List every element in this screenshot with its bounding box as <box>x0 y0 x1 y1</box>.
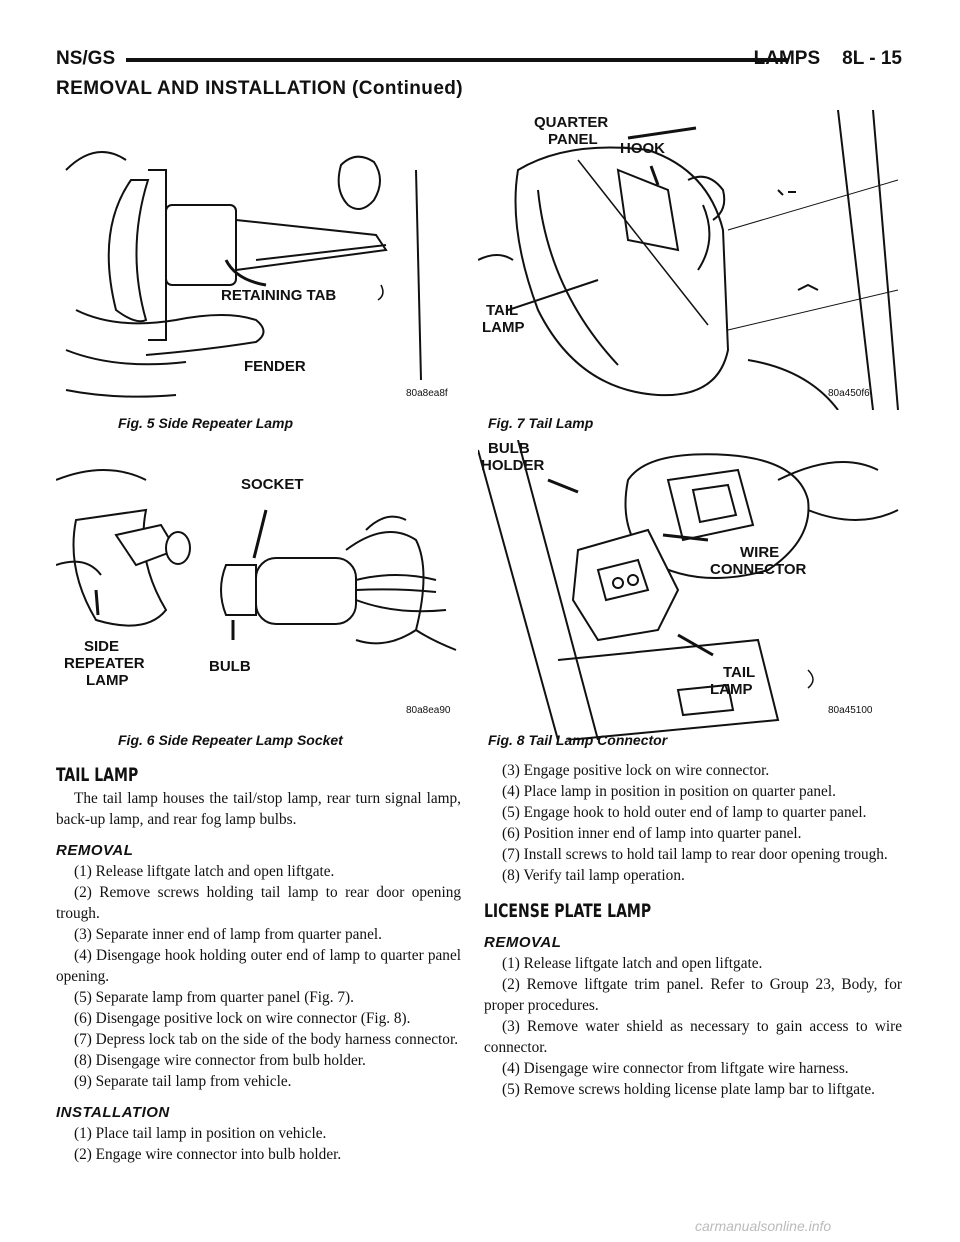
fig7-label-hook: HOOK <box>620 140 665 157</box>
tail-lamp-installation-heading: INSTALLATION <box>56 1104 170 1121</box>
tail-lamp-intro: The tail lamp houses the tail/stop lamp, rear turn signal lamp, back-up lamp, and rear fog lamp bulbs. <box>56 790 461 828</box>
installation-step: (6) Position inner end of lamp into quarter panel. <box>502 825 802 842</box>
fig5-caption: Fig. 5 Side Repeater Lamp <box>118 415 294 431</box>
fig7-label-quarter: QUARTER <box>534 114 609 131</box>
installation-step: (1) Place tail lamp in position on vehicle. <box>74 1125 327 1142</box>
installation-step: (7) Install screws to hold tail lamp to rear door opening trough. <box>502 846 888 863</box>
fig5-label-retaining-tab: RETAINING TAB <box>221 287 337 304</box>
figure-6-side-repeater-lamp-socket <box>56 440 461 748</box>
fig6-caption: Fig. 6 Side Repeater Lamp Socket <box>118 732 343 748</box>
license-removal-step: (4) Disengage wire connector from liftgate wire harness. <box>502 1060 849 1077</box>
fig7-label-panel: PANEL <box>548 131 598 148</box>
installation-step: (2) Engage wire connector into bulb holder. <box>74 1146 342 1163</box>
figure-8-tail-lamp-connector <box>478 440 902 748</box>
license-removal-step: (1) Release liftgate latch and open liftgate. <box>502 955 763 972</box>
fig8-label-tail: TAIL <box>723 664 756 681</box>
installation-step: (3) Engage positive lock on wire connector. <box>502 762 770 779</box>
fig7-illustration <box>478 110 902 410</box>
removal-step: (2) Remove screws holding tail lamp to rear door opening trough. <box>56 884 461 922</box>
removal-step: (1) Release liftgate latch and open liftgate. <box>74 863 335 880</box>
fig7-ref-number: 80a450f6 <box>828 388 870 399</box>
fig6-label-lamp: LAMP <box>86 672 129 689</box>
header-page-number: 8L - 15 <box>842 48 902 69</box>
fig6-ref-number: 80a8ea90 <box>406 705 451 716</box>
fig7-caption: Fig. 7 Tail Lamp <box>488 415 594 431</box>
header-right <box>754 48 902 70</box>
page-header <box>56 42 902 76</box>
removal-step: (7) Depress lock tab on the side of the body harness connector. <box>74 1031 459 1048</box>
license-plate-removal-heading: REMOVAL <box>484 934 562 951</box>
removal-step: (3) Separate inner end of lamp from quarter panel. <box>74 926 382 943</box>
installation-step: (4) Place lamp in position in position on quarter panel. <box>502 783 836 800</box>
fig8-label-wire: WIRE <box>740 544 780 561</box>
fig7-label-tail: TAIL <box>486 302 519 319</box>
header-section: LAMPS <box>753 48 821 69</box>
fig6-label-repeater: REPEATER <box>64 655 145 672</box>
left-text-column <box>56 760 461 1165</box>
watermark: carmanualsonline.info <box>695 1218 832 1234</box>
removal-step: (5) Separate lamp from quarter panel (Fig. 7). <box>74 989 354 1006</box>
header-rule <box>126 58 788 62</box>
installation-step: (8) Verify tail lamp operation. <box>502 867 685 884</box>
continued-heading: REMOVAL AND INSTALLATION (Continued) <box>56 78 464 99</box>
fig8-label-holder: HOLDER <box>481 457 545 474</box>
fig6-label-socket: SOCKET <box>241 476 304 493</box>
fig8-ref-number: 80a45100 <box>828 705 873 716</box>
tail-lamp-removal-heading: REMOVAL <box>56 842 134 859</box>
removal-step: (9) Separate tail lamp from vehicle. <box>74 1073 292 1090</box>
right-text-column <box>484 760 902 1100</box>
tail-lamp-heading: TAIL LAMP <box>56 764 139 786</box>
license-removal-step: (5) Remove screws holding license plate lamp bar to liftgate. <box>502 1081 875 1098</box>
fig6-label-side: SIDE <box>84 638 120 655</box>
removal-step: (6) Disengage positive lock on wire connector (Fig. 8). <box>74 1010 411 1027</box>
installation-step: (5) Engage hook to hold outer end of lamp to quarter panel. <box>502 804 867 821</box>
fig8-label-bulb: BULB <box>488 440 530 457</box>
license-plate-lamp-heading: LICENSE PLATE LAMP <box>484 900 652 922</box>
header-model: NS/GS <box>56 48 116 69</box>
license-removal-step: (3) Remove water shield as necessary to gain access to wire connector. <box>484 1018 902 1056</box>
fig5-ref-number: 80a8ea8f <box>406 388 448 399</box>
fig8-illustration <box>478 440 902 740</box>
fig8-label-lamp: LAMP <box>710 681 753 698</box>
fig5-label-fender: FENDER <box>244 358 306 375</box>
removal-step: (4) Disengage hook holding outer end of lamp to quarter panel opening. <box>56 947 461 985</box>
removal-step: (8) Disengage wire connector from bulb holder. <box>74 1052 366 1069</box>
fig8-caption: Fig. 8 Tail Lamp Connector <box>488 732 668 748</box>
fig7-label-lamp: LAMP <box>482 319 525 336</box>
fig8-label-connector: CONNECTOR <box>710 561 807 578</box>
license-removal-step: (2) Remove liftgate trim panel. Refer to Group 23, Body, for proper procedures. <box>484 976 902 1014</box>
fig6-label-bulb: BULB <box>209 658 251 675</box>
figure-5-side-repeater-lamp <box>56 110 461 431</box>
figure-7-tail-lamp <box>478 110 902 431</box>
